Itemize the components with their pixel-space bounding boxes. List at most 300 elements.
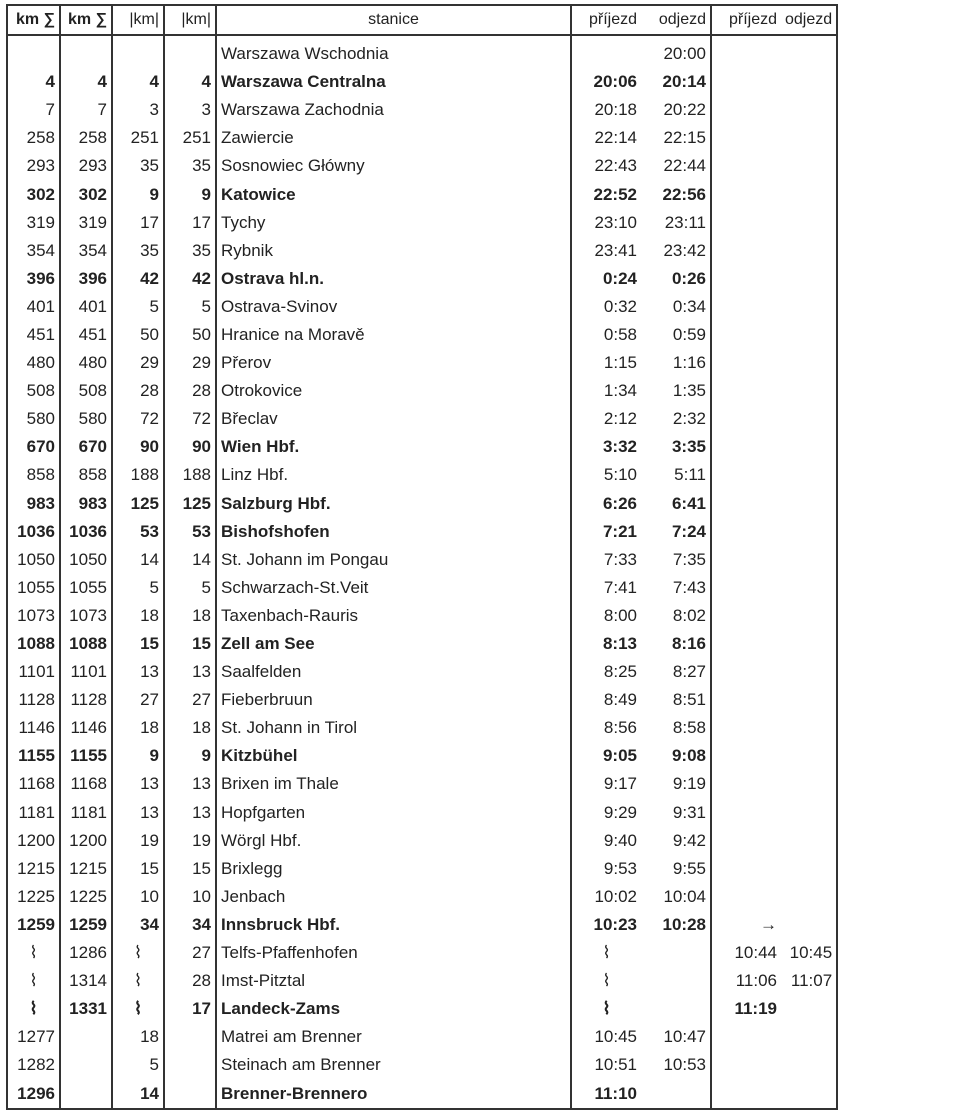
station-name: Schwarzach-St.Veit xyxy=(216,574,571,602)
departure-time-branch xyxy=(781,602,837,630)
departure-time-branch xyxy=(781,1051,837,1079)
departure-time xyxy=(641,995,711,1023)
timetable-row xyxy=(7,1079,837,1108)
departure-time: 8:58 xyxy=(641,714,711,742)
km-sum-cell: 258 xyxy=(7,124,60,152)
departure-time: 1:35 xyxy=(641,377,711,405)
arrival-time-branch xyxy=(711,152,781,180)
timetable-row xyxy=(7,911,837,939)
km-sum-alt-cell xyxy=(60,35,112,68)
km-sum-cell: 354 xyxy=(7,237,60,265)
km-sum-alt-cell: 354 xyxy=(60,237,112,265)
timetable-row xyxy=(7,96,837,124)
km-distance-alt-cell: 9 xyxy=(164,180,216,208)
km-sum-cell: 580 xyxy=(7,405,60,433)
timetable-row xyxy=(7,124,837,152)
km-distance-alt-cell: 53 xyxy=(164,518,216,546)
km-distance-cell: 4 xyxy=(112,68,164,96)
departure-time-branch xyxy=(781,827,837,855)
departure-time: 10:53 xyxy=(641,1051,711,1079)
arrival-time: 2:12 xyxy=(603,409,637,429)
km-sum-cell: ⌇ xyxy=(7,967,60,995)
km-sum-alt-cell: 508 xyxy=(60,377,112,405)
km-sum-cell: ⌇ xyxy=(7,939,60,967)
departure-time: 8:02 xyxy=(641,602,711,630)
arrival-time: 1:15 xyxy=(603,353,637,373)
km-sum-cell: 1101 xyxy=(7,658,60,686)
km-distance-alt-cell: 13 xyxy=(164,658,216,686)
arrival-time: 11:10 xyxy=(571,1079,641,1108)
arrival-time: ⌇ xyxy=(602,999,611,1019)
km-sum-cell: 1155 xyxy=(7,742,60,770)
km-distance-alt-cell: 5 xyxy=(164,293,216,321)
departure-time-branch xyxy=(781,349,837,377)
arrival-time-branch xyxy=(711,180,781,208)
km-sum-cell: 1055 xyxy=(7,574,60,602)
station-name: Taxenbach-Rauris xyxy=(216,602,571,630)
departure-time-branch xyxy=(781,124,837,152)
km-distance-cell: 29 xyxy=(112,349,164,377)
departure-time-branch xyxy=(781,883,837,911)
timetable-row xyxy=(7,1051,837,1079)
arrival-time-branch xyxy=(711,770,781,798)
km-sum-alt-cell: 1215 xyxy=(60,855,112,883)
km-sum-cell: 1282 xyxy=(7,1051,60,1079)
arrival-time-branch xyxy=(711,68,781,96)
km-sum-alt-cell xyxy=(60,1051,112,1079)
departure-time-branch xyxy=(781,995,837,1023)
arrival-time-branch xyxy=(711,237,781,265)
km-distance-cell: 18 xyxy=(112,1023,164,1051)
arrival-time: 22:43 xyxy=(594,156,637,176)
km-sum-alt-cell: 401 xyxy=(60,293,112,321)
km-sum-alt-cell: 580 xyxy=(60,405,112,433)
arrival-time-branch xyxy=(711,883,781,911)
timetable-row xyxy=(7,152,837,180)
departure-time-branch xyxy=(781,799,837,827)
station-name: Ostrava hl.n. xyxy=(216,265,571,293)
departure-time-branch xyxy=(781,377,837,405)
km-sum-cell: 396 xyxy=(7,265,60,293)
km-sum-cell: 302 xyxy=(7,180,60,208)
km-distance-cell: 13 xyxy=(112,658,164,686)
arrival-time-branch xyxy=(711,96,781,124)
km-distance-cell: 19 xyxy=(112,827,164,855)
km-sum-alt-cell: 1128 xyxy=(60,686,112,714)
station-name: Imst-Pitztal xyxy=(216,967,571,995)
arrival-time-branch xyxy=(711,349,781,377)
km-distance-cell: 15 xyxy=(112,630,164,658)
header-station: stanice xyxy=(216,5,571,35)
arrival-time-branch xyxy=(711,405,781,433)
km-sum-alt-cell xyxy=(60,1023,112,1051)
station-name: Steinach am Brenner xyxy=(216,1051,571,1079)
departure-time-branch xyxy=(781,770,837,798)
km-sum-alt-cell: 1088 xyxy=(60,630,112,658)
km-distance-alt-cell: 251 xyxy=(164,124,216,152)
km-distance-cell: 15 xyxy=(112,855,164,883)
arrival-time: 1:34 xyxy=(603,381,637,401)
km-sum-alt-cell: 396 xyxy=(60,265,112,293)
km-sum-cell: 1088 xyxy=(7,630,60,658)
km-distance-alt-cell: 18 xyxy=(164,714,216,742)
station-name: Bishofshofen xyxy=(216,518,571,546)
km-sum-cell: 1050 xyxy=(7,546,60,574)
header-departure-1: odjezd xyxy=(641,5,711,35)
timetable-row xyxy=(7,377,837,405)
km-distance-cell: 72 xyxy=(112,405,164,433)
departure-time: 20:14 xyxy=(641,68,711,96)
km-distance-alt-cell: 42 xyxy=(164,265,216,293)
station-name: Jenbach xyxy=(216,883,571,911)
timetable-row xyxy=(7,35,837,68)
km-distance-cell: 9 xyxy=(112,180,164,208)
station-name: Wörgl Hbf. xyxy=(216,827,571,855)
timetable-body xyxy=(7,35,837,1109)
arrival-time: 22:52 xyxy=(593,184,637,204)
departure-time: 22:44 xyxy=(641,152,711,180)
timetable-row xyxy=(7,799,837,827)
km-distance-alt-cell: 15 xyxy=(164,630,216,658)
station-name: Fieberbruun xyxy=(216,686,571,714)
departure-time: 6:41 xyxy=(641,490,711,518)
km-sum-alt-cell: 1225 xyxy=(60,883,112,911)
km-sum-alt-cell: 1155 xyxy=(60,742,112,770)
arrival-time: 8:13 xyxy=(602,634,637,654)
departure-time: 10:28 xyxy=(641,911,711,939)
km-distance-alt-cell: 27 xyxy=(164,939,216,967)
departure-time-branch xyxy=(781,686,837,714)
departure-time-branch xyxy=(781,265,837,293)
departure-time: 2:32 xyxy=(641,405,711,433)
km-distance-cell: 34 xyxy=(112,911,164,939)
departure-time: 9:55 xyxy=(641,855,711,883)
km-sum-cell: 1200 xyxy=(7,827,60,855)
arrival-time: 8:56 xyxy=(603,718,637,738)
arrival-time: 0:32 xyxy=(603,296,637,316)
km-distance-cell: 5 xyxy=(112,293,164,321)
km-sum-alt-cell: 1036 xyxy=(60,518,112,546)
km-sum-cell: 1146 xyxy=(7,714,60,742)
timetable-row xyxy=(7,855,837,883)
departure-time: 3:35 xyxy=(641,433,711,461)
km-sum-alt-cell: 319 xyxy=(60,209,112,237)
station-name: Saalfelden xyxy=(216,658,571,686)
km-sum-cell: ⌇ xyxy=(7,995,60,1023)
departure-time: 7:35 xyxy=(641,546,711,574)
timetable-row xyxy=(7,686,837,714)
km-sum-alt-cell: 1259 xyxy=(60,911,112,939)
km-distance-alt-cell: 90 xyxy=(164,433,216,461)
arrival-time-branch xyxy=(711,1079,781,1108)
arrival-time: 8:00 xyxy=(603,605,637,625)
timetable-row xyxy=(7,630,837,658)
departure-time-branch xyxy=(781,742,837,770)
arrival-time: 22:14 xyxy=(594,128,637,148)
km-distance-cell: 90 xyxy=(112,433,164,461)
header-departure-2: odjezd xyxy=(781,5,837,35)
header-row xyxy=(7,5,837,35)
station-name: St. Johann in Tirol xyxy=(216,714,571,742)
arrival-time-branch xyxy=(711,209,781,237)
timetable-row xyxy=(7,293,837,321)
km-sum-alt-cell: 258 xyxy=(60,124,112,152)
km-sum-cell: 1259 xyxy=(7,911,60,939)
timetable-row xyxy=(7,461,837,489)
km-distance-alt-cell: 35 xyxy=(164,152,216,180)
departure-time-branch xyxy=(781,546,837,574)
station-name: Přerov xyxy=(216,349,571,377)
km-distance-cell xyxy=(112,35,164,68)
km-distance-cell: 27 xyxy=(112,686,164,714)
km-sum-alt-cell: 293 xyxy=(60,152,112,180)
km-distance-alt-cell: 28 xyxy=(164,967,216,995)
departure-time: 5:11 xyxy=(641,461,711,489)
departure-time: 22:15 xyxy=(641,124,711,152)
timetable-row xyxy=(7,939,837,967)
station-name: Telfs-Pfaffenhofen xyxy=(216,939,571,967)
km-sum-cell: 1073 xyxy=(7,602,60,630)
km-sum-alt-cell: 1073 xyxy=(60,602,112,630)
station-name: Katowice xyxy=(216,180,571,208)
arrival-time: 20:06 xyxy=(593,72,637,92)
departure-time-branch xyxy=(781,433,837,461)
arrival-time-branch xyxy=(711,799,781,827)
timetable-row xyxy=(7,995,837,1023)
timetable-row xyxy=(7,770,837,798)
departure-time-branch xyxy=(781,658,837,686)
departure-time-branch xyxy=(781,855,837,883)
km-distance-alt-cell: 125 xyxy=(164,490,216,518)
km-sum-alt-cell: 858 xyxy=(60,461,112,489)
km-distance-alt-cell: 34 xyxy=(164,911,216,939)
arrival-time-branch xyxy=(711,377,781,405)
timetable-header xyxy=(7,5,837,35)
km-distance-alt-cell: 13 xyxy=(164,799,216,827)
km-distance-alt-cell: 3 xyxy=(164,96,216,124)
timetable-row xyxy=(7,714,837,742)
km-distance-alt-cell: 5 xyxy=(164,574,216,602)
km-distance-alt-cell: 188 xyxy=(164,461,216,489)
departure-time: 0:59 xyxy=(641,321,711,349)
km-distance-alt-cell: 9 xyxy=(164,742,216,770)
departure-time: 8:27 xyxy=(641,658,711,686)
timetable-row xyxy=(7,209,837,237)
arrival-time: 9:05 xyxy=(602,746,637,766)
arrival-time-branch xyxy=(711,293,781,321)
km-sum-cell: 858 xyxy=(7,461,60,489)
km-sum-alt-cell: 1181 xyxy=(60,799,112,827)
km-distance-alt-cell xyxy=(164,1051,216,1079)
km-distance-cell: 35 xyxy=(112,152,164,180)
arrival-time-branch xyxy=(711,602,781,630)
km-distance-alt-cell: 19 xyxy=(164,827,216,855)
km-distance-cell: 42 xyxy=(112,265,164,293)
km-distance-alt-cell: 50 xyxy=(164,321,216,349)
km-distance-cell: 13 xyxy=(112,799,164,827)
departure-time: 23:11 xyxy=(641,209,711,237)
arrival-time-branch: 11:19 xyxy=(734,999,777,1019)
station-name: Brenner-Brennero xyxy=(216,1079,571,1108)
departure-time-branch xyxy=(781,1079,837,1108)
timetable-row xyxy=(7,883,837,911)
arrival-time: 9:29 xyxy=(603,802,637,822)
km-distance-cell: 188 xyxy=(112,461,164,489)
arrival-time: ⌇ xyxy=(602,943,611,963)
station-name: Wien Hbf. xyxy=(216,433,571,461)
km-sum-cell: 7 xyxy=(7,96,60,124)
arrival-time-branch xyxy=(711,461,781,489)
departure-time: 22:56 xyxy=(641,180,711,208)
station-name: Kitzbühel xyxy=(216,742,571,770)
timetable-row xyxy=(7,1023,837,1051)
km-sum-alt-cell: 7 xyxy=(60,96,112,124)
arrival-time: 10:23 xyxy=(593,914,637,934)
km-distance-cell: 5 xyxy=(112,574,164,602)
station-name: St. Johann im Pongau xyxy=(216,546,571,574)
arrival-time-branch xyxy=(711,742,781,770)
arrival-time-branch xyxy=(711,1051,781,1079)
arrival-time: 9:40 xyxy=(603,830,637,850)
km-distance-alt-cell: 35 xyxy=(164,237,216,265)
km-sum-alt-cell: 480 xyxy=(60,349,112,377)
arrival-time: 3:32 xyxy=(602,437,637,457)
departure-time xyxy=(641,1079,711,1108)
timetable-row xyxy=(7,827,837,855)
station-name: Břeclav xyxy=(216,405,571,433)
timetable-row xyxy=(7,321,837,349)
departure-time-branch xyxy=(781,1023,837,1051)
header-km-1: |km| xyxy=(112,5,164,35)
departure-time-branch xyxy=(781,209,837,237)
timetable-row xyxy=(7,265,837,293)
km-distance-cell: ⌇ xyxy=(112,939,164,967)
timetable-row xyxy=(7,490,837,518)
station-name: Warszawa Centralna xyxy=(216,68,571,96)
km-distance-cell: 3 xyxy=(112,96,164,124)
km-sum-alt-cell: 451 xyxy=(60,321,112,349)
km-distance-cell: 35 xyxy=(112,237,164,265)
station-name: Ostrava-Svinov xyxy=(216,293,571,321)
km-distance-cell: 5 xyxy=(112,1051,164,1079)
departure-time: 10:04 xyxy=(641,883,711,911)
arrival-time: 8:25 xyxy=(603,662,637,682)
departure-time-branch xyxy=(781,405,837,433)
km-distance-cell: 18 xyxy=(112,602,164,630)
arrival-time-branch xyxy=(711,630,781,658)
km-distance-alt-cell: 17 xyxy=(164,209,216,237)
km-sum-cell: 1036 xyxy=(7,518,60,546)
km-sum-alt-cell: 1168 xyxy=(60,770,112,798)
departure-time: 9:19 xyxy=(641,770,711,798)
departure-time: 1:16 xyxy=(641,349,711,377)
arrival-time-branch xyxy=(711,1023,781,1051)
departure-time-branch xyxy=(781,490,837,518)
timetable-row xyxy=(7,68,837,96)
timetable-row xyxy=(7,237,837,265)
departure-time-branch: 11:07 xyxy=(781,967,837,995)
arrival-time-branch xyxy=(711,124,781,152)
station-name: Hranice na Moravě xyxy=(216,321,571,349)
km-distance-cell: ⌇ xyxy=(112,967,164,995)
km-sum-alt-cell: 302 xyxy=(60,180,112,208)
km-distance-cell: 53 xyxy=(112,518,164,546)
arrival-time: ⌇ xyxy=(602,971,611,991)
arrival-time-branch xyxy=(711,321,781,349)
arrival-time: 9:17 xyxy=(603,774,637,794)
km-sum-cell: 319 xyxy=(7,209,60,237)
timetable-row xyxy=(7,518,837,546)
km-distance-alt-cell xyxy=(164,35,216,68)
station-name: Salzburg Hbf. xyxy=(216,490,571,518)
departure-time: 23:42 xyxy=(641,237,711,265)
km-sum-cell: 480 xyxy=(7,349,60,377)
arrival-time: 10:02 xyxy=(594,886,637,906)
arrival-time xyxy=(571,35,641,68)
timetable-row xyxy=(7,967,837,995)
km-distance-alt-cell: 14 xyxy=(164,546,216,574)
km-sum-alt-cell: 4 xyxy=(60,68,112,96)
km-sum-cell: 508 xyxy=(7,377,60,405)
timetable-row xyxy=(7,433,837,461)
km-sum-alt-cell: 1055 xyxy=(60,574,112,602)
arrival-time-branch xyxy=(711,714,781,742)
arrival-time: 8:49 xyxy=(603,690,637,710)
arrival-time: 7:21 xyxy=(602,521,637,541)
km-distance-cell: 14 xyxy=(112,546,164,574)
departure-time: 0:34 xyxy=(641,293,711,321)
km-distance-cell: 10 xyxy=(112,883,164,911)
arrival-time: 7:33 xyxy=(603,549,637,569)
station-name: Zawiercie xyxy=(216,124,571,152)
station-name: Zell am See xyxy=(216,630,571,658)
departure-time-branch xyxy=(781,574,837,602)
arrival-time: 23:41 xyxy=(594,240,637,260)
km-sum-cell: 1215 xyxy=(7,855,60,883)
km-distance-alt-cell: 17 xyxy=(164,995,216,1023)
km-distance-cell: 13 xyxy=(112,770,164,798)
departure-time: 9:08 xyxy=(641,742,711,770)
arrival-time-branch xyxy=(711,574,781,602)
km-sum-alt-cell: 1314 xyxy=(60,967,112,995)
timetable-row xyxy=(7,742,837,770)
km-distance-cell: 50 xyxy=(112,321,164,349)
station-name: Hopfgarten xyxy=(216,799,571,827)
km-sum-cell: 1277 xyxy=(7,1023,60,1051)
departure-time: 7:24 xyxy=(641,518,711,546)
km-sum-cell: 401 xyxy=(7,293,60,321)
km-sum-cell: 293 xyxy=(7,152,60,180)
arrival-time-branch xyxy=(711,35,781,68)
km-sum-alt-cell: 1200 xyxy=(60,827,112,855)
departure-time: 8:16 xyxy=(641,630,711,658)
km-distance-cell: 18 xyxy=(112,714,164,742)
arrival-time-branch xyxy=(711,433,781,461)
km-sum-cell: 1128 xyxy=(7,686,60,714)
departure-time: 9:42 xyxy=(641,827,711,855)
departure-time xyxy=(641,939,711,967)
station-name: Rybnik xyxy=(216,237,571,265)
station-name: Landeck-Zams xyxy=(216,995,571,1023)
km-distance-alt-cell: 10 xyxy=(164,883,216,911)
departure-time: 20:00 xyxy=(641,35,711,68)
arrival-time-branch: → xyxy=(760,914,777,934)
arrival-time: 0:58 xyxy=(603,324,637,344)
timetable-row xyxy=(7,405,837,433)
km-sum-cell: 1225 xyxy=(7,883,60,911)
departure-time: 0:26 xyxy=(641,265,711,293)
station-name: Brixen im Thale xyxy=(216,770,571,798)
